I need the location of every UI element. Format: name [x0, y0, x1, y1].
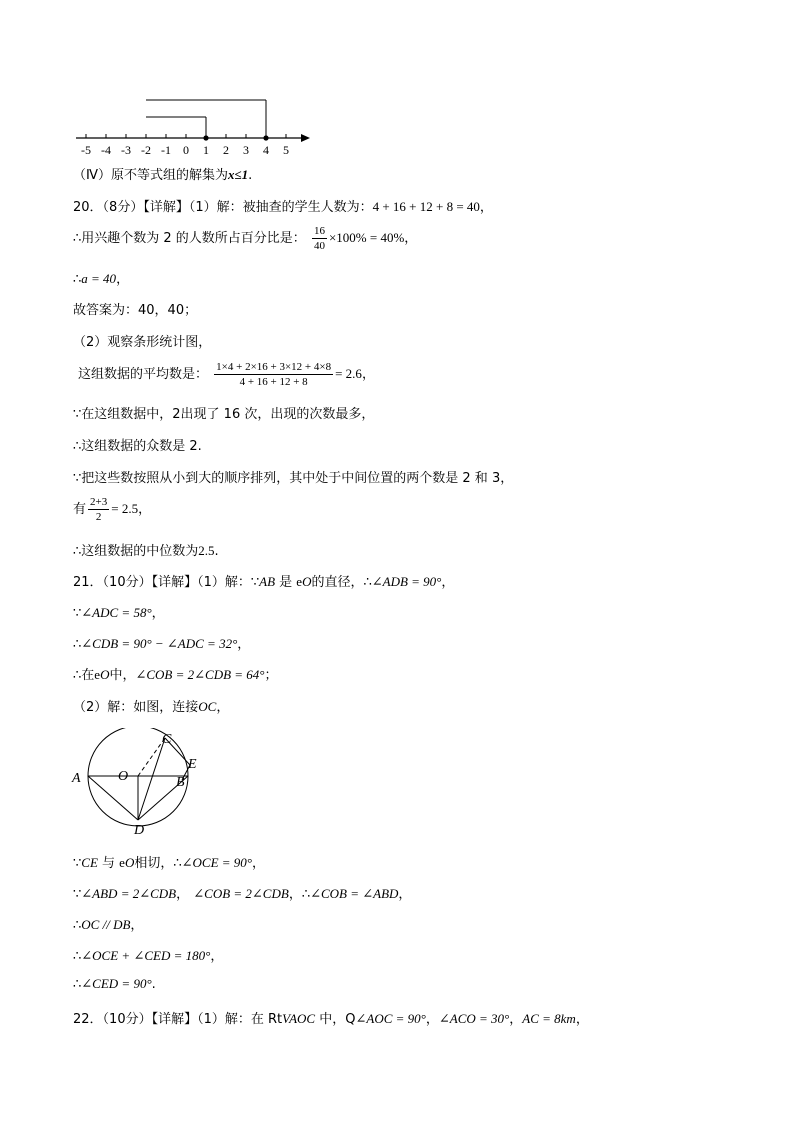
q21-heading: 21．（10分）【详解】（1）解：∵AB 是 eO的直径，∴∠ADB = 90°， [73, 574, 455, 590]
q21-line3: ∴∠CDB = 90° − ∠ADC = 32°， [73, 636, 251, 652]
q20-median-result: ∴这组数据的中位数为2.5. [73, 543, 219, 559]
q21-part2: （2）解：如图，连接OC， [73, 699, 230, 715]
tick-label: 2 [223, 143, 229, 155]
q20-mode-result: ∴这组数据的众数是 2. [73, 439, 202, 454]
tick-label: 3 [243, 143, 249, 155]
q21-line4: ∴在eO中，∠COB = 2∠CDB = 64°； [73, 667, 278, 683]
label-A: A [72, 771, 81, 786]
point-at-1 [203, 135, 208, 140]
number-line-arrow [301, 134, 310, 142]
percent-fraction: $\frac{16}{40}$ [313, 225, 325, 252]
tick-label: -5 [81, 143, 91, 155]
q20-a-value: ∴a = 40， [73, 271, 130, 287]
q21-result: ∴∠CED = 90°. [73, 976, 156, 992]
tick-label: -2 [141, 143, 151, 155]
q20-heading: 20．（8分）【详解】（1）解：被抽查的学生人数为：4 + 16 + 12 + 8 = 40， [73, 199, 493, 215]
q19-step4: （Ⅳ）原不等式组的解集为x≤1. [73, 167, 253, 183]
label-C: C [162, 732, 172, 747]
label-B: B [176, 775, 185, 790]
q20-median-reason: ∵把这些数按照从小到大的顺序排列，其中处于中间位置的两个数是 2 和 3， [73, 471, 514, 486]
mean-fraction: $\frac{1\times 4 + 2\times 16 + 3\times 12 + 4\times 8}{4 + 16 + 12 + 8}$ [216, 361, 332, 388]
label-D: D [134, 823, 145, 838]
tick-label: -3 [121, 143, 131, 155]
point-at-4 [263, 135, 268, 140]
q21-sum: ∴∠OCE + ∠CED = 180°， [73, 948, 224, 964]
circle-figure [70, 728, 210, 838]
q20-mode-reason: ∵在这组数据中，2出现了 16 次，出现的次数最多， [73, 407, 375, 422]
q21-angles: ∵∠ABD = 2∠CDB， ∠COB = 2∠CDB，∴∠COB = ∠ABD， [73, 886, 412, 902]
q20-answer: 故答案为：40，40； [73, 303, 198, 318]
q22-heading: 22．（10分）【详解】（1）解：在 RtVAOC 中，Q∠AOC = 90°，∠ACO = 30°，AC = 8km， [73, 1011, 589, 1027]
label-O: O [118, 769, 129, 784]
label-E: E [188, 757, 197, 772]
q20-part2: （2）观察条形统计图， [73, 335, 212, 350]
tick-label: 0 [183, 143, 189, 155]
q20-median-calc: 有 $\frac{2+3}{2}$ = 2.5， [73, 496, 152, 523]
q20-mean: 这组数据的平均数是： $\frac{1\times 4 + 2\times 16 + 3\times 12 + 4\times 8}{4 + 16 + 12 + 8}$ = 2.6， [78, 361, 375, 388]
tick-label: -1 [161, 143, 171, 155]
tick-label: -4 [101, 143, 111, 155]
q20-percent: ∴用兴趣个数为 2 的人数所占百分比是： $\frac{16}{40}$ ×100% = 40%， [73, 225, 418, 252]
number-line-figure [70, 95, 390, 155]
q21-tangent: ∵CE 与 eO相切，∴∠OCE = 90°， [73, 855, 266, 871]
q21-line2: ∵∠ADC = 58°， [73, 605, 165, 621]
tick-label: 1 [203, 143, 209, 155]
tick-label: 4 [263, 143, 269, 155]
q21-parallel: ∴OC // DB， [73, 917, 144, 933]
median-fraction: $\frac{2+3}{2}$ [90, 496, 108, 523]
tick-label: 5 [283, 143, 289, 155]
